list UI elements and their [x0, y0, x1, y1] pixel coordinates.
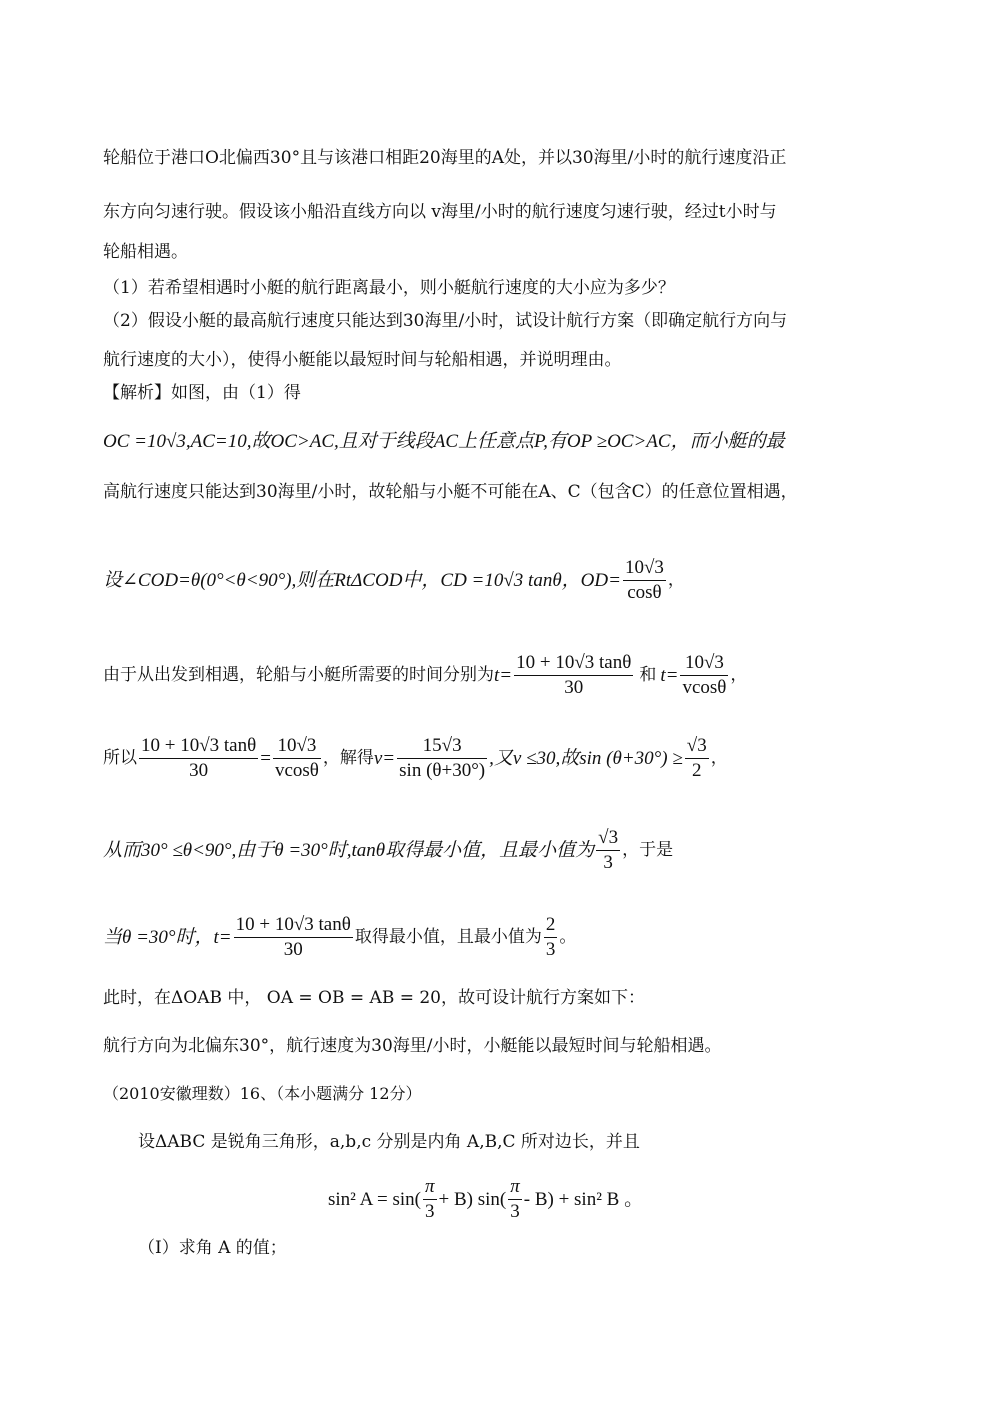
two-thirds-numerator: 2 [544, 913, 558, 938]
angle-tail: ， [667, 569, 685, 590]
solution-range-line [103, 826, 673, 875]
t-equals-2: t= [660, 664, 679, 686]
od-numerator: 10√3 [623, 556, 666, 581]
time-ship-denominator: 30 [564, 676, 584, 698]
sqrt3-half-fraction [685, 734, 709, 783]
solution-line-2: 高航行速度只能达到30海里/小时，故轮船与小艇不可能在A、C（包含C）的任意位置相遇， [103, 482, 798, 502]
v-fraction [397, 734, 487, 783]
equals-sign: = [260, 747, 271, 769]
sqrt3-half-denominator: 2 [691, 759, 702, 781]
eq-left-denominator: 30 [189, 759, 209, 781]
problem-2-equation [328, 1175, 643, 1224]
time-boat-denominator: vcosθ [682, 676, 727, 698]
inequality-text: ,又v ≤30,故sin (θ+30°) ≥ [489, 747, 683, 769]
question-2-line-2: 航行速度的大小），使得小艇能以最短时间与轮船相遇，并说明理由。 [103, 350, 622, 370]
min-tan-denominator: 3 [603, 851, 613, 873]
pi-2-denominator: 3 [510, 1200, 520, 1222]
so-word: 所以 [103, 747, 137, 768]
od-fraction [623, 556, 666, 605]
angle-text: 设∠COD=θ(0°<θ<90°),则在RtΔCOD中，CD =10√3 tanθ，OD= [103, 569, 621, 591]
pi-1-numerator: π [423, 1175, 437, 1200]
eq-right-denominator: vcosθ [274, 759, 319, 781]
min-time-denominator: 30 [283, 938, 303, 960]
problem-2-line-1: 设ΔABC 是锐角三角形，a,b,c 分别是内角 A,B,C 所对边长，并且 [138, 1132, 640, 1152]
min-tan-fraction [596, 826, 620, 875]
pi-third-fraction-1 [423, 1175, 437, 1224]
sqrt3-half-numerator: √3 [685, 734, 709, 759]
solve-text: ，解得 [322, 747, 374, 768]
and-word: 和 [639, 664, 657, 685]
min-time-tail: 。 [559, 926, 577, 947]
question-1: （1）若希望相遇时小艇的航行距离最小，则小艇航行速度的大小应为多少？ [103, 278, 675, 298]
solution-heading: 【解析】如图，由（1）得 [103, 383, 301, 403]
time-ship-numerator: 10 + 10√3 tanθ [514, 651, 633, 676]
question-2-line-1: （2）假设小艇的最高航行速度只能达到30海里/小时，试设计航行方案（即确定航行方向与 [103, 311, 788, 331]
pi-2-numerator: π [508, 1175, 522, 1200]
time-text: 由于从出发到相遇，轮船与小艇所需要的时间分别为 [103, 664, 494, 685]
od-denominator: cosθ [627, 581, 662, 603]
solution-triangle-line: 此时，在ΔOAB 中， OA = OB = AB = 20，故可设计航行方案如下： [103, 988, 645, 1008]
problem-line-1: 轮船位于港口O北偏西30°且与该港口相距20海里的A处，并以30海里/小时的航行速度沿正 [103, 148, 787, 168]
eq-part-a: sin² A = sin( [328, 1188, 421, 1210]
eq-part-b: + B) sin( [438, 1188, 507, 1210]
time-boat-numerator: 10√3 [680, 651, 728, 676]
eq-part-c: - B) + sin² B 。 [523, 1188, 644, 1210]
equation-tail: ， [710, 747, 728, 768]
problem-2-header: （2010安徽理数）16、（本小题满分 12分） [103, 1084, 422, 1103]
v-denominator: sin (θ+30°) [399, 759, 486, 781]
solution-conclusion-line: 航行方向为北偏东30°，航行速度为30海里/小时，小艇能以最短时间与轮船相遇。 [103, 1036, 722, 1056]
problem-line-3: 轮船相遇。 [103, 242, 188, 262]
eq-fraction-right [273, 734, 321, 783]
min-tan-numerator: √3 [596, 826, 620, 851]
range-text: 从而30° ≤θ<90°,由于θ =30°时,tanθ取得最小值，且最小值为 [103, 839, 595, 861]
t-equals-1: t= [494, 664, 513, 686]
problem-2-question-1: （I）求角 A 的值； [138, 1238, 287, 1258]
eq-fraction-left [139, 734, 258, 783]
solution-line-1: OC =10√3,AC=10,故OC>AC,且对于线段AC上任意点P,有OP ≥OC>AC，而小艇的最 [103, 431, 785, 452]
time-fraction-boat [680, 651, 728, 700]
v-numerator: 15√3 [397, 734, 487, 759]
two-thirds-denominator: 3 [545, 938, 556, 960]
two-thirds-fraction [544, 913, 558, 962]
v-equals: v= [373, 747, 396, 769]
pi-third-fraction-2 [508, 1175, 522, 1224]
solution-angle-line [103, 556, 685, 605]
min-value-text: 取得最小值，且最小值为 [354, 926, 542, 947]
solution-time-line [103, 651, 747, 700]
pi-1-denominator: 3 [424, 1200, 435, 1222]
time-tail: ， [730, 664, 748, 685]
min-time-numerator: 10 + 10√3 tanθ [234, 913, 353, 938]
solution-equation-line [103, 734, 728, 783]
eq-right-numerator: 10√3 [273, 734, 321, 759]
time-fraction-ship [514, 651, 633, 700]
solution-min-time-line [103, 913, 576, 962]
eq-left-numerator: 10 + 10√3 tanθ [139, 734, 258, 759]
problem-line-2: 东方向匀速行驶。假设该小船沿直线方向以 v海里/小时的航行速度匀速行驶，经过t小时与 [103, 202, 777, 222]
min-time-fraction [234, 913, 353, 962]
range-tail: ，于是 [622, 839, 674, 860]
when-text: 当θ =30°时，t= [103, 926, 232, 948]
